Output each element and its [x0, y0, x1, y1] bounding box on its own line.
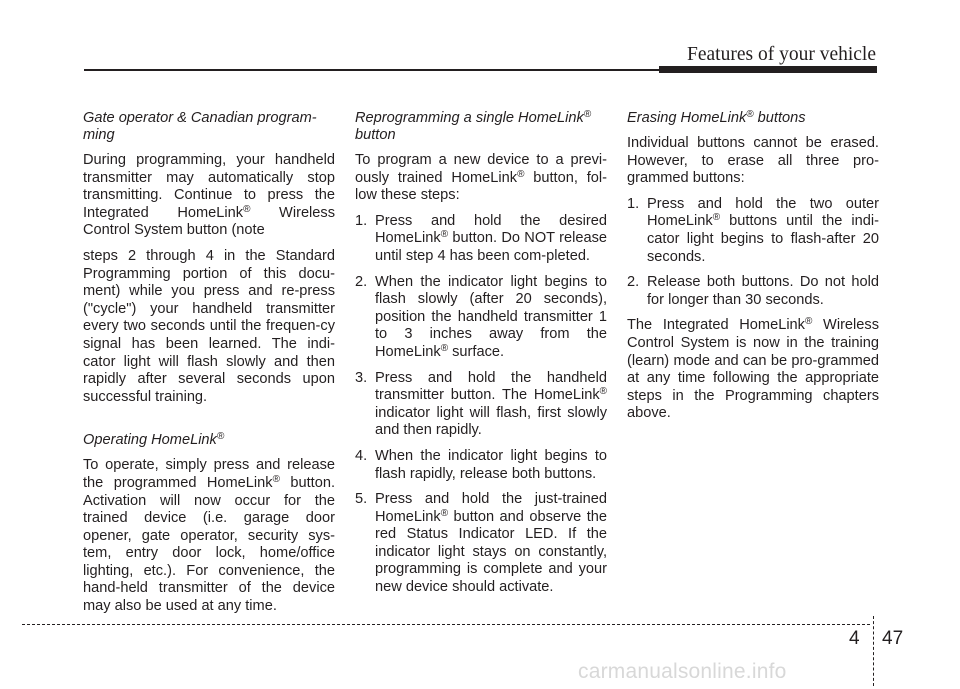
list-item: 5. Press and hold the just-trained HomeLink® button and observe the red Status Indicator LED. If the indicator light stays on constantly, programming is complete and your new device should activate.	[355, 491, 607, 596]
list-item: 2. When the indicator light begins to flash slowly (after 20 seconds), position the handheld transmitter 1 to 3 inches away from the HomeLink® surface.	[355, 273, 607, 360]
list-item: 4. When the indicator light begins to flash rapidly, release both buttons.	[355, 447, 607, 482]
list-item: 1. Press and hold the two outer HomeLink® buttons until the indi-cator light begins to flash-after 20 seconds.	[627, 195, 879, 265]
list-item: 2. Release both buttons. Do not hold for longer than 30 seconds.	[627, 274, 879, 308]
paragraph: Individual buttons cannot be erased. However, to erase all three pro-grammed buttons:	[627, 135, 879, 187]
heading-gate-operator: Gate operator & Canadian program-ming	[83, 110, 317, 143]
column-left	[83, 110, 335, 624]
page-number: 47	[882, 628, 904, 649]
paragraph: To program a new device to a previ-ously trained HomeLink® button, fol-low these steps:	[355, 152, 607, 204]
heading-reprogramming: Reprogramming a single HomeLink® button	[355, 109, 592, 143]
footer-divider	[873, 616, 874, 686]
column-right	[627, 110, 879, 431]
chapter-number: 4	[849, 628, 860, 649]
column-middle	[355, 110, 607, 605]
heading-erasing: Erasing HomeLink® buttons	[627, 109, 806, 126]
footer-rule	[22, 624, 870, 625]
paragraph: During programming, your handheld transmitter may automatically stop transmitting. Continue to press the Integrated HomeLink® Wireless Control System button (note	[83, 152, 336, 239]
header-rule	[84, 69, 664, 71]
list-item: 3. Press and hold the handheld transmitter button. The HomeLink® indicator light will flash, first slowly and then rapidly.	[355, 369, 607, 439]
section-title: Features of your vehicle	[687, 44, 876, 65]
paragraph: To operate, simply press and release the programmed HomeLink® button. Activation will now occur for the trained device (i.e. garage door opener, gate operator, security sys-tem, entry door lock, home/office lighting, etc.). For convenience, the hand-held transmitter of the device may also be used at any time.	[83, 457, 336, 615]
list-item: 1. Press and hold the desired HomeLink® button. Do NOT release until step 4 has been com-pleted.	[355, 212, 607, 264]
heading-operating-homelink: Operating HomeLink®	[83, 431, 225, 449]
paragraph: The Integrated HomeLink® Wireless Control System is now in the training (learn) mode and can be pro-grammed at any time following the appropriate steps in the Programming chapters above.	[627, 316, 880, 422]
header-rule-accent	[659, 66, 877, 73]
paragraph: steps 2 through 4 in the Standard Programming portion of this docu-ment) while you press and re-press ("cycle") your handheld transmitter every two seconds until the frequen-cy signal has been learned. The indi-cator light will flash slowly and then rapidly after several seconds upon successful training.	[83, 247, 335, 405]
watermark: carmanualsonline.info	[578, 660, 787, 683]
